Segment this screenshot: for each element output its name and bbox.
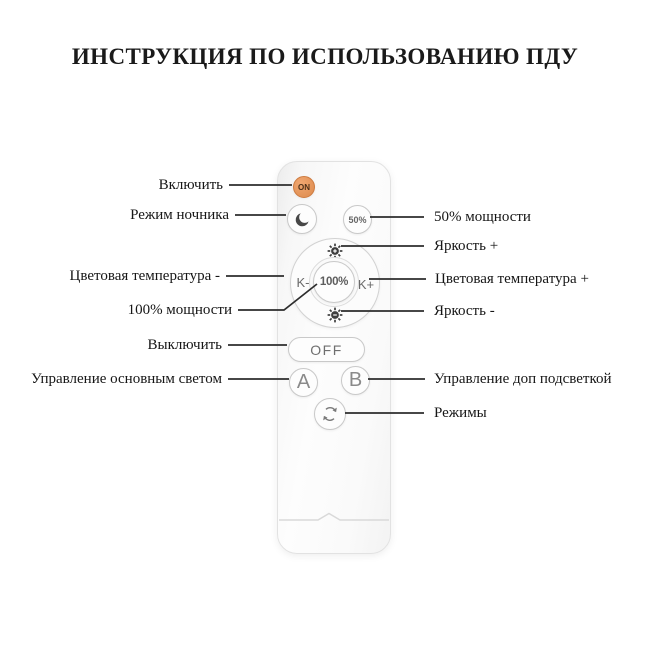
power-100-button[interactable]: 100% (313, 261, 355, 303)
modes-button[interactable] (314, 398, 346, 430)
label-aux-light: Управление доп подсветкой (434, 371, 612, 387)
battery-cover-seam (278, 511, 390, 525)
power-50-button[interactable]: 50% (343, 205, 372, 234)
label-main-light: Управление основным светом (31, 371, 222, 387)
label-power-50: 50% мощности (434, 209, 531, 225)
remote-control (277, 161, 391, 554)
light-a-button[interactable]: A (289, 368, 318, 397)
label-power-on: Включить (158, 177, 223, 193)
color-temp-minus-button[interactable]: K- (296, 274, 310, 290)
label-night-mode: Режим ночника (130, 207, 229, 223)
dpad-circle (290, 238, 380, 328)
label-power-100: 100% мощности (127, 302, 232, 318)
brightness-down-button[interactable] (325, 305, 345, 325)
label-modes: Режимы (434, 405, 487, 421)
light-b-button[interactable]: B (341, 366, 370, 395)
label-brightness-down: Яркость - (434, 303, 495, 319)
moon-icon (294, 211, 311, 228)
label-power-off: Выключить (147, 337, 222, 353)
color-temp-plus-button[interactable]: K+ (357, 276, 375, 292)
night-mode-button[interactable] (287, 204, 317, 234)
cycle-arrows-icon (320, 404, 340, 424)
label-brightness-up: Яркость + (434, 238, 499, 254)
on-button[interactable]: ON (293, 176, 315, 198)
off-button[interactable]: OFF (288, 337, 365, 362)
label-color-temp-minus: Цветовая температура - (69, 268, 220, 284)
label-color-temp-plus: Цветовая температура + (435, 271, 589, 287)
page-title: ИНСТРУКЦИЯ ПО ИСПОЛЬЗОВАНИЮ ПДУ (71, 44, 579, 69)
sun-minus-icon (327, 307, 343, 323)
